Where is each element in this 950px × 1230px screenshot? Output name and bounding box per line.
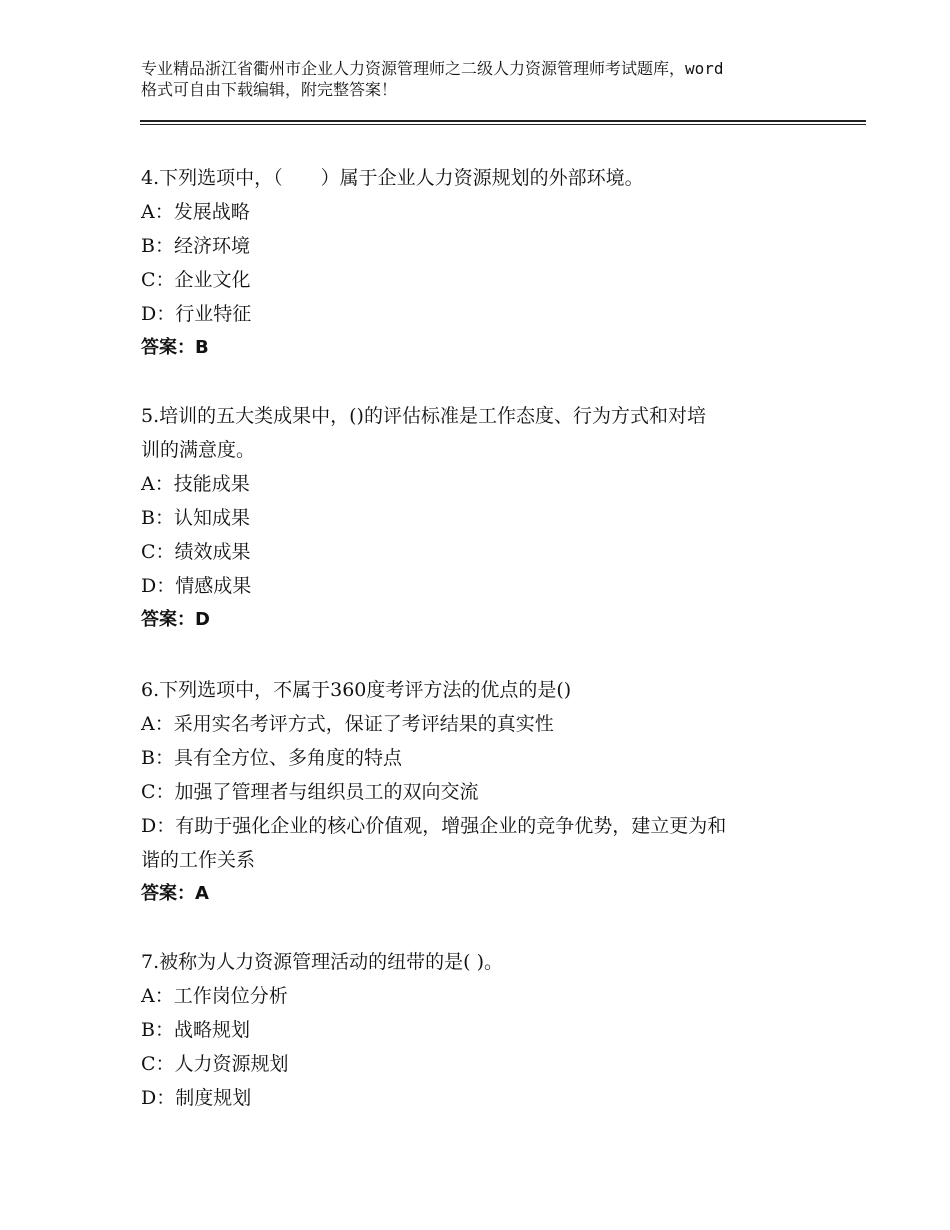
option-a: A：采用实名考评方式，保证了考评结果的真实性 <box>141 713 554 735</box>
option-c: C：人力资源规划 <box>141 1053 289 1075</box>
option-d: D：情感成果 <box>141 575 252 597</box>
header-divider-thick <box>140 120 866 122</box>
option-b: B：战略规划 <box>141 1019 250 1041</box>
question-stem: 6.下列选项中，不属于360度考评方法的优点的是() <box>141 679 572 701</box>
option-d-line-2: 谐的工作关系 <box>141 849 256 871</box>
option-b: B：经济环境 <box>141 235 250 257</box>
option-a: A：发展战略 <box>141 201 250 223</box>
option-c: C：加强了管理者与组织员工的双向交流 <box>141 781 479 803</box>
question-4 <box>141 161 811 365</box>
option-d: D：行业特征 <box>141 303 252 325</box>
answer-label: 答案：B <box>141 337 209 358</box>
header-divider-thin <box>140 124 866 125</box>
option-b: B：具有全方位、多角度的特点 <box>141 747 402 769</box>
question-6 <box>141 673 811 911</box>
option-a: A：工作岗位分析 <box>141 985 288 1007</box>
question-7 <box>141 945 811 1115</box>
answer-label: 答案：A <box>141 883 209 904</box>
option-b: B：认知成果 <box>141 507 250 529</box>
question-stem-line-1: 5.培训的五大类成果中，()的评估标准是工作态度、行为方式和对培 <box>141 405 706 427</box>
document-header <box>141 58 841 100</box>
header-title-line-1: 专业精品浙江省衢州市企业人力资源管理师之二级人力资源管理师考试题库，word <box>141 59 724 78</box>
answer-label: 答案：D <box>141 609 210 630</box>
question-stem-line-2: 训的满意度。 <box>141 439 256 461</box>
option-d: D：制度规划 <box>141 1087 252 1109</box>
option-c: C：绩效成果 <box>141 541 251 563</box>
question-stem: 4.下列选项中，（ ）属于企业人力资源规划的外部环境。 <box>141 167 644 189</box>
question-5 <box>141 399 811 637</box>
option-a: A：技能成果 <box>141 473 250 495</box>
option-d-line-1: D：有助于强化企业的核心价值观，增强企业的竞争优势，建立更为和 <box>141 815 727 837</box>
question-stem: 7.被称为人力资源管理活动的纽带的是( )。 <box>141 951 503 973</box>
option-c: C：企业文化 <box>141 269 251 291</box>
header-title-line-2: 格式可自由下载编辑，附完整答案！ <box>141 80 398 99</box>
